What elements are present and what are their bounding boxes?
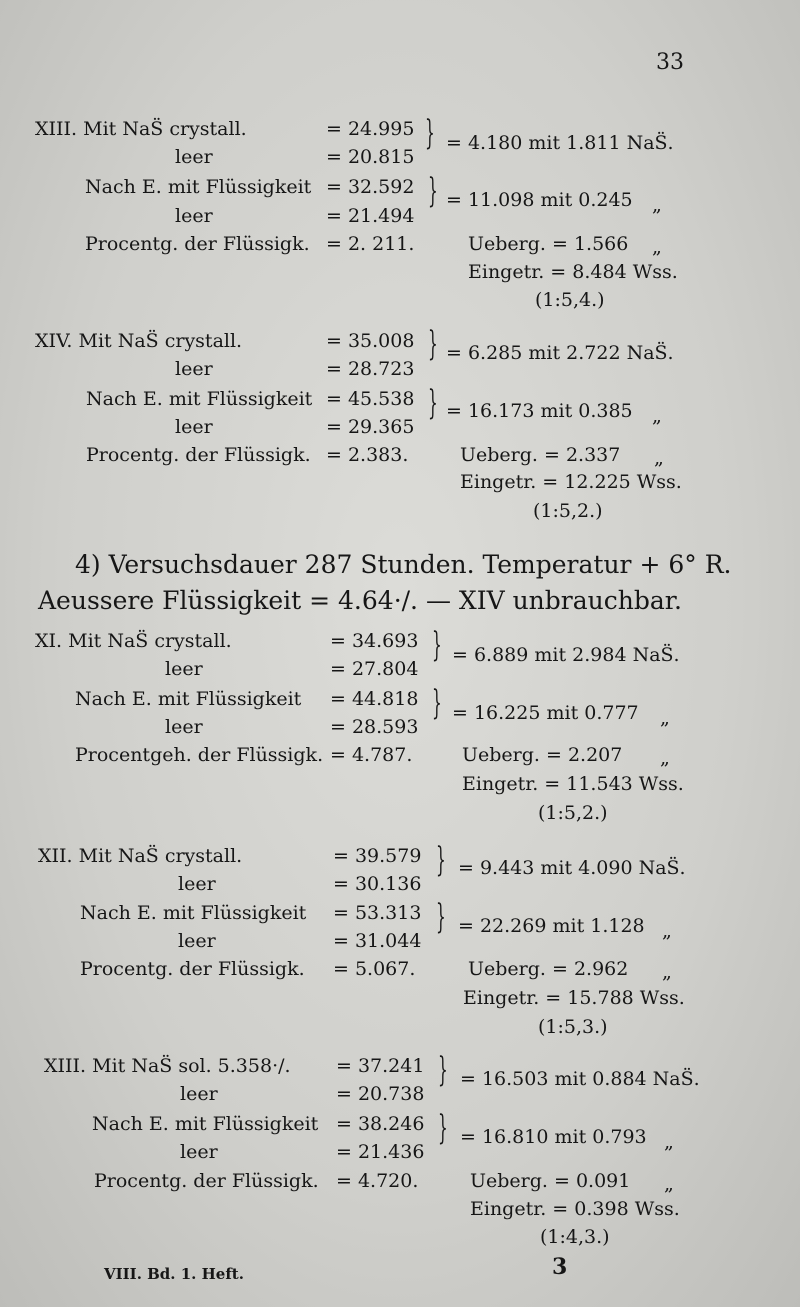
ratio-value: (1:5,3.) xyxy=(538,1016,608,1038)
ueberg-value: Ueberg. = 2.337 xyxy=(460,444,621,466)
brace-icon: } xyxy=(432,625,442,665)
eingetr-value: Eingetr. = 8.484 Wss. xyxy=(468,261,678,283)
ditto-mark: „ xyxy=(652,194,662,216)
ditto-mark: „ xyxy=(652,405,662,427)
sample-title: XII. Mit NaS̈ crystall. xyxy=(38,845,243,867)
leer-label: leer xyxy=(175,205,213,227)
result-value: = 16.810 mit 0.793 xyxy=(460,1126,647,1148)
eingetr-value: Eingetr. = 11.543 Wss. xyxy=(462,773,684,795)
ditto-mark: „ xyxy=(660,707,670,729)
nach-label: Nach E. mit Flüssigkeit xyxy=(85,176,312,198)
weight-value: = 27.804 xyxy=(330,658,419,680)
ditto-mark: „ xyxy=(652,236,662,258)
result-value: = 16.173 mit 0.385 xyxy=(446,400,633,422)
eingetr-value: Eingetr. = 15.788 Wss. xyxy=(463,987,685,1009)
ueberg-value: Ueberg. = 2.207 xyxy=(462,744,623,766)
weight-value: = 35.008 xyxy=(326,330,415,352)
brace-icon: } xyxy=(436,840,446,880)
sample-title: XI. Mit NaS̈ crystall. xyxy=(35,630,232,652)
procent-value: = 2.383. xyxy=(326,444,409,466)
leer-label: leer xyxy=(180,1141,218,1163)
brace-icon: } xyxy=(438,1108,448,1148)
brace-icon: } xyxy=(436,897,446,937)
brace-icon: } xyxy=(428,171,438,211)
eingetr-value: Eingetr. = 12.225 Wss. xyxy=(460,471,682,493)
procent-value: = 5.067. xyxy=(333,958,416,980)
section-subheading: Aeussere Flüssigkeit = 4.64·/. — XIV unbrauchbar. xyxy=(38,586,682,615)
weight-value: = 28.593 xyxy=(330,716,419,738)
procent-label: Procentg. der Flüssigk. xyxy=(85,233,310,255)
weight-value: = 28.723 xyxy=(326,358,415,380)
weight-value: = 20.815 xyxy=(326,146,415,168)
weight-value: = 34.693 xyxy=(330,630,419,652)
weight-value: = 44.818 xyxy=(330,688,419,710)
weight-value: = 32.592 xyxy=(326,176,415,198)
brace-icon: } xyxy=(432,683,442,723)
result-value: = 22.269 mit 1.128 xyxy=(458,915,645,937)
leer-label: leer xyxy=(165,716,203,738)
signature-mark: 3 xyxy=(552,1254,568,1280)
procent-label: Procentg. der Flüssigk. xyxy=(80,958,305,980)
weight-value: = 20.738 xyxy=(336,1083,425,1105)
leer-label: leer xyxy=(175,146,213,168)
ueberg-value: Ueberg. = 1.566 xyxy=(468,233,629,255)
section-heading: 4) Versuchsdauer 287 Stunden. Temperatur + 6° R. xyxy=(75,550,732,579)
ratio-value: (1:5,2.) xyxy=(533,500,603,522)
weight-value: = 29.365 xyxy=(326,416,415,438)
result-value: = 11.098 mit 0.245 xyxy=(446,189,633,211)
weight-value: = 45.538 xyxy=(326,388,415,410)
eingetr-value: Eingetr. = 0.398 Wss. xyxy=(470,1198,680,1220)
ditto-mark: „ xyxy=(662,961,672,983)
result-value: = 6.889 mit 2.984 NaS̈. xyxy=(452,644,680,666)
footer-volume: VIII. Bd. 1. Heft. xyxy=(104,1265,244,1283)
weight-value: = 24.995 xyxy=(326,118,415,140)
ratio-value: (1:5,2.) xyxy=(538,802,608,824)
ditto-mark: „ xyxy=(664,1131,674,1153)
procent-label: Procentgeh. der Flüssigk. xyxy=(75,744,324,766)
result-value: = 9.443 mit 4.090 NaS̈. xyxy=(458,857,686,879)
procent-value: = 4.720. xyxy=(336,1170,419,1192)
weight-value: = 30.136 xyxy=(333,873,422,895)
leer-label: leer xyxy=(175,358,213,380)
result-value: = 16.503 mit 0.884 NaS̈. xyxy=(460,1068,700,1090)
sample-title: XIII. Mit NaS̈ sol. 5.358·/. xyxy=(44,1055,291,1077)
weight-value: = 21.436 xyxy=(336,1141,425,1163)
ratio-value: (1:5,4.) xyxy=(535,289,605,311)
leer-label: leer xyxy=(175,416,213,438)
ditto-mark: „ xyxy=(664,1173,674,1195)
procent-label: Procentg. der Flüssigk. xyxy=(94,1170,319,1192)
leer-label: leer xyxy=(180,1083,218,1105)
weight-value: = 37.241 xyxy=(336,1055,425,1077)
leer-label: leer xyxy=(178,930,216,952)
ratio-value: (1:4,3.) xyxy=(540,1226,610,1248)
weight-value: = 21.494 xyxy=(326,205,415,227)
ditto-mark: „ xyxy=(662,920,672,942)
brace-icon: } xyxy=(425,113,435,153)
page-number: 33 xyxy=(656,50,684,75)
weight-value: = 39.579 xyxy=(333,845,422,867)
nach-label: Nach E. mit Flüssigkeit xyxy=(80,902,307,924)
sample-title: XIV. Mit NaS̈ crystall. xyxy=(35,330,243,352)
weight-value: = 53.313 xyxy=(333,902,422,924)
brace-icon: } xyxy=(428,324,438,364)
sample-title: XIII. Mit NaS̈ crystall. xyxy=(35,118,247,140)
result-value: = 6.285 mit 2.722 NaS̈. xyxy=(446,342,674,364)
nach-label: Nach E. mit Flüssigkeit xyxy=(75,688,302,710)
result-value: = 4.180 mit 1.811 NaS̈. xyxy=(446,132,674,154)
result-value: = 16.225 mit 0.777 xyxy=(452,702,639,724)
nach-label: Nach E. mit Flüssigkeit xyxy=(92,1113,319,1135)
ditto-mark: „ xyxy=(660,747,670,769)
weight-value: = 38.246 xyxy=(336,1113,425,1135)
procent-value: = 4.787. xyxy=(330,744,413,766)
brace-icon: } xyxy=(438,1050,448,1090)
brace-icon: } xyxy=(428,383,438,423)
nach-label: Nach E. mit Flüssigkeit xyxy=(86,388,313,410)
procent-label: Procentg. der Flüssigk. xyxy=(86,444,311,466)
leer-label: leer xyxy=(165,658,203,680)
ditto-mark: „ xyxy=(654,447,664,469)
ueberg-value: Ueberg. = 0.091 xyxy=(470,1170,631,1192)
procent-value: = 2. 211. xyxy=(326,233,415,255)
leer-label: leer xyxy=(178,873,216,895)
weight-value: = 31.044 xyxy=(333,930,422,952)
ueberg-value: Ueberg. = 2.962 xyxy=(468,958,629,980)
